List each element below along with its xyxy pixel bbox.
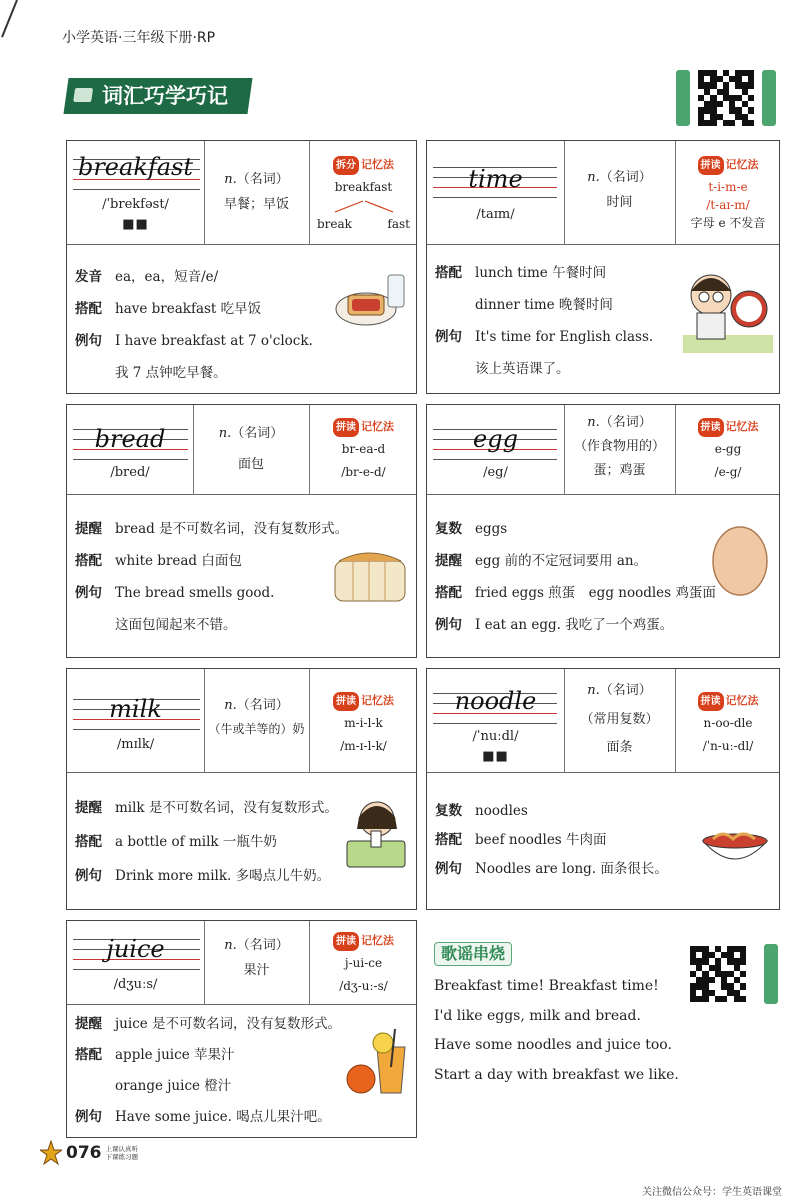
memory-box-time: 拼读 记忆法 t-i-m-e /t-aɪ-m/ 字母 e 不发音 <box>690 158 766 230</box>
part-of-speech: n.（名词） 果汁 <box>204 933 309 984</box>
page-header: 小学英语·三年级下册·RP <box>62 30 216 46</box>
memory-box-noodle: 拼读 记忆法 n-oo-dle /ˈn-uː-dl/ <box>675 689 781 757</box>
vocab-card-noodle <box>426 668 780 910</box>
page-slogan: 上课认真听 下课练习题 <box>105 1145 138 1161</box>
card-body: 发音 ea，ea，短音/e/ 搭配 have breakfast 吃早饭 例句 I have breakfast at 7 o'clock. 我 7 点钟吃早餐。 <box>75 269 313 381</box>
page-spine <box>0 0 34 1200</box>
song-title: 歌谣串烧 <box>434 942 512 966</box>
stress-marks: ■■ <box>482 749 509 764</box>
meaning-bread: 面包 <box>237 457 264 473</box>
card-body: 提醒 milk 是不可数名词，没有复数形式。 搭配 a bottle of milk 一瓶牛奶 例句 Drink more milk. 多喝点儿牛奶。 <box>75 800 338 884</box>
noodle-bowl-illustration <box>699 825 771 871</box>
stress-marks: ■■ <box>122 217 149 232</box>
banner-tag-icon <box>73 88 93 102</box>
word-bread: bread <box>94 425 166 453</box>
toast-plate-illustration <box>332 269 410 333</box>
memory-box-juice: 拼读 记忆法 j-ui-ce /dʒ-uː-s/ <box>309 929 418 997</box>
word-milk: milk <box>109 695 162 723</box>
orange-juice-illustration <box>345 1027 411 1097</box>
page-number-block <box>40 1140 138 1166</box>
vocab-card-juice <box>66 920 417 1138</box>
part-of-speech: n.（名词） 面包 <box>193 421 309 478</box>
page-number: 076 <box>66 1143 102 1163</box>
girl-drinking-milk-illustration <box>337 797 409 871</box>
word-egg: egg <box>473 425 518 453</box>
part-of-speech: n.（名词） （牛或羊等的）奶 <box>204 693 309 742</box>
card-body: 搭配 lunch time 午餐时间 dinner time 晚餐时间 例句 It's time for English class. 该上英语课了。 <box>435 265 654 377</box>
word-juice: juice <box>106 935 165 963</box>
card-body: 复数 noodles 搭配 beef noodles 牛肉面 例句 Noodles are long. 面条很长。 <box>435 803 668 877</box>
sliced-bread-illustration <box>329 547 411 607</box>
vocab-card-breakfast <box>66 140 417 394</box>
phonetic-egg: /eg/ <box>483 465 508 480</box>
phonetic-breakfast: /ˈbrekfəst/ <box>102 197 169 212</box>
card-body: 提醒 bread 是不可数名词，没有复数形式。 搭配 white bread 白面包 例句 The bread smells good. 这面包闻起来不错。 <box>75 521 349 633</box>
meaning-juice: 果汁 <box>243 963 270 979</box>
card-body: 复数 eggs 提醒 egg 前的不定冠词要用 an。 搭配 fried eggs 煎蛋 egg noodles 鸡蛋面 例句 I eat an egg. 我吃了一个鸡蛋。 <box>435 521 716 633</box>
song-lyrics <box>434 972 679 1090</box>
part-of-speech: n.（名词） 时间 <box>564 165 675 216</box>
word-breakfast: breakfast <box>77 153 194 181</box>
phonetic-noodle: /ˈnuːdl/ <box>472 729 519 744</box>
word-noodle: noodle <box>454 687 537 715</box>
phonetic-milk: /mɪlk/ <box>116 737 155 752</box>
boy-with-clock-illustration <box>679 265 775 357</box>
meaning-noodle: 面条 <box>606 740 633 756</box>
song-line: I'd like eggs, milk and bread. <box>434 1007 641 1024</box>
word-time: time <box>468 165 523 193</box>
vocab-card-egg <box>426 404 780 658</box>
memory-box-bread: 拼读 记忆法 br-ea-d /br-e-d/ <box>309 415 418 483</box>
memory-box-milk: 拼读 记忆法 m-i-l-k /m-ɪ-l-k/ <box>309 689 418 757</box>
vocab-card-time <box>426 140 780 394</box>
section-banner <box>63 78 252 114</box>
meaning-time: 时间 <box>606 195 633 211</box>
meaning-milk: （牛或羊等的）奶 <box>208 722 305 737</box>
memory-box-egg: 拼读 记忆法 e-gg /e-g/ <box>675 415 781 483</box>
meaning-egg: 蛋；鸡蛋 <box>593 463 646 479</box>
vocab-card-milk <box>66 668 417 910</box>
part-of-speech: n.（名词） 早餐；早饭 <box>204 167 309 218</box>
memory-box-breakfast: 拆分 记忆法 breakfast break fast <box>317 158 410 231</box>
part-of-speech: n.（名词） （作食物用的） 蛋；鸡蛋 <box>564 411 675 483</box>
meaning-breakfast: 早餐；早饭 <box>223 197 289 213</box>
card-body: 提醒 juice 是不可数名词，没有复数形式。 搭配 apple juice 苹果汁 orange juice 橙汁 例句 Have some juice. 喝点儿果汁吧。 <box>75 1016 342 1125</box>
song-line: Start a day with breakfast we like. <box>434 1066 679 1083</box>
phonetic-juice: /dʒuːs/ <box>113 977 158 992</box>
footer-note: 关注微信公众号：学生英语课堂 <box>642 1187 782 1198</box>
song-line: Have some noodles and juice too. <box>434 1037 672 1053</box>
qr-code-top[interactable] <box>676 66 776 130</box>
egg-illustration <box>709 519 771 599</box>
vocab-card-bread <box>66 404 417 658</box>
qr-code-song[interactable] <box>686 942 778 1006</box>
phonetic-time: /taɪm/ <box>476 207 515 222</box>
part-of-speech: n.（名词） （常用复数） 面条 <box>564 677 675 763</box>
section-title: 词汇巧学巧记 <box>102 84 228 108</box>
song-line: Breakfast time! Breakfast time! <box>434 978 659 994</box>
phonetic-bread: /bred/ <box>110 465 150 480</box>
star-icon <box>40 1140 62 1166</box>
